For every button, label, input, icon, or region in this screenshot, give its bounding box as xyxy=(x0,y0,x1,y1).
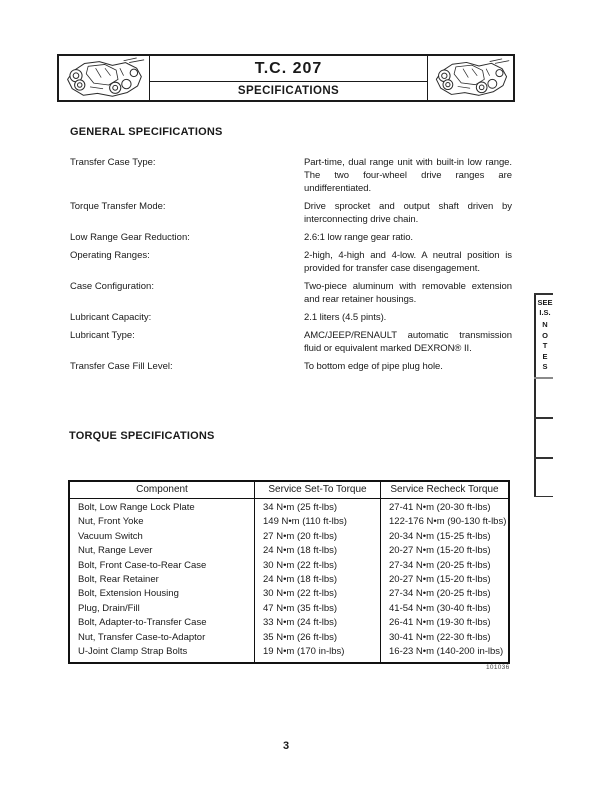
header-title-block xyxy=(150,56,427,100)
transfer-case-illustration-left xyxy=(59,56,150,100)
spec-label: Transfer Case Type: xyxy=(70,157,156,168)
side-tab-letter: E xyxy=(542,351,548,361)
table-row xyxy=(70,645,508,662)
table-header-row xyxy=(70,482,508,499)
side-tab-tick xyxy=(534,496,553,498)
figure-reference-number: 101036 xyxy=(486,664,510,671)
cell-recheck-torque: 20-27 N•m (15-20 ft-lbs) xyxy=(389,545,491,557)
cell-set-to-torque: 33 N•m (24 ft-lbs) xyxy=(255,616,381,630)
spec-value: To bottom edge of pipe plug hole. xyxy=(304,361,443,372)
spec-value: 2.1 liters (4.5 pints). xyxy=(304,312,387,323)
cell-set-to-torque: 27 N•m (20 ft-lbs) xyxy=(255,530,381,544)
column-header-component: Component xyxy=(70,482,255,499)
cell-recheck-torque: 20-27 N•m (15-20 ft-lbs) xyxy=(389,573,491,585)
cell-recheck-torque: 27-41 N•m (20-30 ft-lbs) xyxy=(389,502,491,513)
spec-row xyxy=(70,329,512,355)
spec-label: Transfer Case Fill Level: xyxy=(70,361,173,372)
table-body xyxy=(70,499,508,662)
cell-component: Bolt, Adapter-to-Transfer Case xyxy=(70,616,255,630)
cell-set-to-torque: 149 N•m (110 ft-lbs) xyxy=(255,515,381,529)
spec-value: 2-high, 4-high and 4-low. A neutral position is provided for transfer case disengagement. xyxy=(304,250,512,274)
cell-set-to-torque: 30 N•m (22 ft-lbs) xyxy=(255,587,381,601)
table-row xyxy=(70,499,508,515)
header-banner xyxy=(57,54,515,102)
cell-component: Vacuum Switch xyxy=(70,530,255,544)
table-row xyxy=(70,631,508,645)
cell-set-to-torque: 24 N•m (18 ft-lbs) xyxy=(255,573,381,587)
spec-label: Lubricant Type: xyxy=(70,330,135,341)
cell-recheck-torque: 122-176 N•m (90-130 ft-lbs) xyxy=(389,516,507,528)
cell-set-to-torque: 47 N•m (35 ft-lbs) xyxy=(255,602,381,616)
spec-row xyxy=(70,231,512,244)
table-row xyxy=(70,544,508,558)
cell-set-to-torque: 34 N•m (25 ft-lbs) xyxy=(255,499,381,515)
spec-row xyxy=(70,280,512,306)
cell-recheck-torque: 27-34 N•m (20-25 ft-lbs) xyxy=(389,559,491,571)
page-number: 3 xyxy=(282,740,290,752)
cell-component: U-Joint Clamp Strap Bolts xyxy=(70,645,255,662)
cell-component: Bolt, Low Range Lock Plate xyxy=(70,499,255,515)
cell-recheck-torque: 16-23 N•m (140-200 in-lbs) xyxy=(389,645,504,657)
cell-component: Nut, Range Lever xyxy=(70,544,255,558)
torque-specifications-table xyxy=(68,480,510,664)
page-subtitle: SPECIFICATIONS xyxy=(237,85,340,97)
table-row xyxy=(70,530,508,544)
spec-label: Lubricant Capacity: xyxy=(70,312,152,323)
spec-label: Torque Transfer Mode: xyxy=(70,201,166,212)
spec-label: Operating Ranges: xyxy=(70,250,150,261)
spec-row xyxy=(70,156,512,195)
general-specifications-list xyxy=(70,156,512,378)
side-tab-tick xyxy=(534,417,553,419)
cell-recheck-torque: 27-34 N•m (20-25 ft-lbs) xyxy=(389,588,491,600)
transfer-case-illustration-right xyxy=(427,56,513,100)
transfer-case-line-art-icon xyxy=(62,57,146,99)
spec-value: Part-time, dual range unit with built-in low range. The two four-wheel drive ranges are undifferentiated. xyxy=(304,157,512,194)
transfer-case-line-art-icon xyxy=(431,57,511,99)
spec-value: AMC/JEEP/RENAULT automatic transmission fluid or equivalent marked DEXRON® II. xyxy=(304,330,512,354)
spec-row xyxy=(70,360,512,373)
side-tab-letter: S xyxy=(542,362,548,371)
side-tab-line2: I.S. xyxy=(539,308,551,317)
side-tab-tick xyxy=(534,377,553,379)
table-row xyxy=(70,602,508,616)
table-row xyxy=(70,573,508,587)
spec-row xyxy=(70,249,512,275)
cell-recheck-torque: 41-54 N•m (30-40 ft-lbs) xyxy=(389,602,491,614)
side-tab-notes-vertical-label xyxy=(535,320,555,373)
page-title: T.C. 207 xyxy=(150,56,427,82)
cell-component: Nut, Transfer Case-to-Adaptor xyxy=(70,631,255,645)
column-header-set-to-torque: Service Set-To Torque xyxy=(255,482,381,499)
side-tab-tick xyxy=(534,293,553,295)
side-tab-see-is-label xyxy=(535,298,555,318)
cell-set-to-torque: 35 N•m (26 ft-lbs) xyxy=(255,631,381,645)
cell-recheck-torque: 20-34 N•m (15-25 ft-lbs) xyxy=(389,530,491,542)
side-tab-tick xyxy=(534,457,553,459)
table-row xyxy=(70,587,508,601)
cell-recheck-torque: 30-41 N•m (22-30 ft-lbs) xyxy=(389,631,491,643)
cell-set-to-torque: 24 N•m (18 ft-lbs) xyxy=(255,544,381,558)
cell-component: Bolt, Extension Housing xyxy=(70,587,255,601)
spec-row xyxy=(70,311,512,324)
side-tab-line1: SEE xyxy=(537,298,553,307)
cell-component: Nut, Front Yoke xyxy=(70,515,255,529)
side-tab-letter: N xyxy=(542,320,548,329)
table-row xyxy=(70,559,508,573)
side-tab-letter: O xyxy=(542,330,548,340)
torque-specifications-heading: TORQUE SPECIFICATIONS xyxy=(69,430,215,442)
spec-value: Drive sprocket and output shaft driven by interconnecting drive chain. xyxy=(304,201,512,225)
cell-set-to-torque: 19 N•m (170 in-lbs) xyxy=(255,645,381,662)
table-row xyxy=(70,616,508,630)
table-row xyxy=(70,515,508,529)
spec-value: 2.6:1 low range gear ratio. xyxy=(304,232,414,243)
spec-label: Case Configuration: xyxy=(70,281,154,292)
spec-row xyxy=(70,200,512,226)
side-tab-letter: T xyxy=(542,341,548,350)
cell-component: Plug, Drain/Fill xyxy=(70,602,255,616)
cell-set-to-torque: 30 N•m (22 ft-lbs) xyxy=(255,559,381,573)
spec-value: Two-piece aluminum with removable extension and rear retainer housings. xyxy=(304,281,512,305)
column-header-recheck-torque: Service Recheck Torque xyxy=(381,482,508,499)
cell-recheck-torque: 26-41 N•m (19-30 ft-lbs) xyxy=(389,617,491,629)
general-specifications-heading: GENERAL SPECIFICATIONS xyxy=(70,126,223,138)
cell-component: Bolt, Front Case-to-Rear Case xyxy=(70,559,255,573)
cell-component: Bolt, Rear Retainer xyxy=(70,573,255,587)
spec-label: Low Range Gear Reduction: xyxy=(70,232,190,243)
